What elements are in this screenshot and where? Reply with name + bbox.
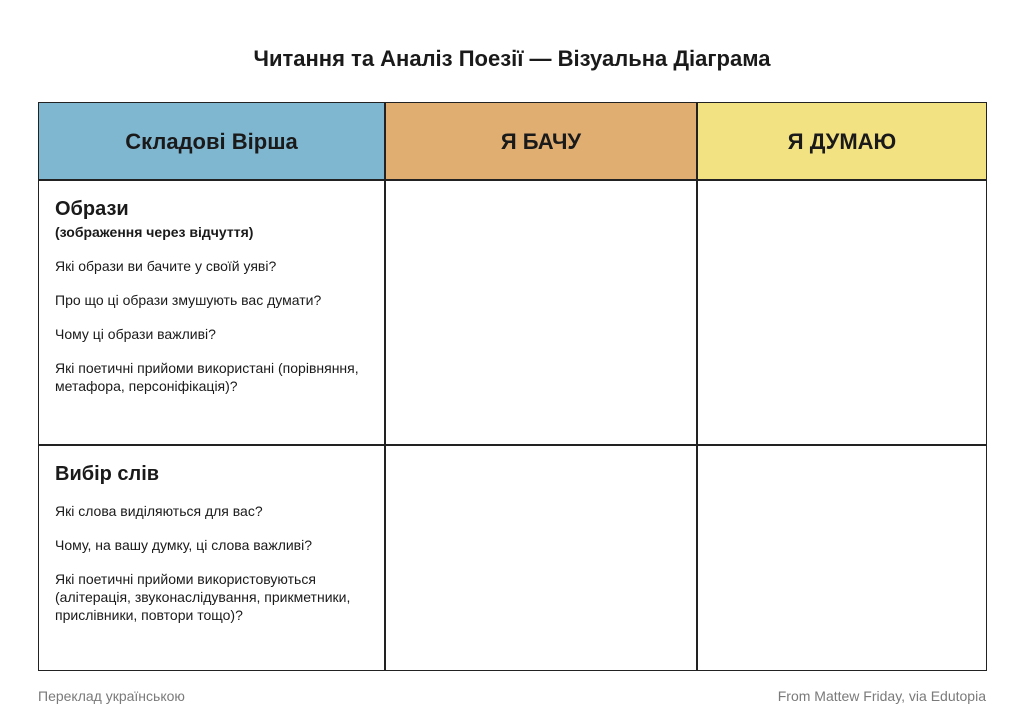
question: Чому ці образи важливі? [55, 326, 216, 342]
i-think-imagery-cell[interactable] [698, 181, 986, 443]
i-see-word-choice-cell[interactable] [386, 446, 695, 670]
page-title: Читання та Аналіз Поезії — Візуальна Діаграма [253, 46, 771, 71]
column-header-i-think: Я ДУМАЮ [698, 103, 986, 180]
footer-source-credit: From Mattew Friday, via Edutopia [777, 688, 986, 704]
question: Чому, на вашу думку, ці слова важливі? [55, 537, 313, 553]
section-title: Образи [55, 198, 129, 220]
question: Які слова виділяються для вас? [55, 503, 263, 519]
section-imagery [39, 181, 384, 445]
column-header-parts: Складові Вірша [39, 103, 384, 180]
visual-chart-table [38, 102, 987, 671]
question: Про що ці образи змушують вас думати? [55, 292, 322, 308]
i-think-word-choice-cell[interactable] [698, 446, 986, 670]
question: Які поетичні прийоми використовуються (алітерація, звуконаслідування, прикметники, прислівники, повтори тощо)? [55, 571, 351, 623]
section-word-choice [39, 446, 384, 670]
section-subtitle: (зображення через відчуття) [55, 224, 254, 240]
question: Які поетичні прийоми використані (порівняння, метафора, персоніфікація)? [55, 360, 359, 394]
column-header-i-see: Я БАЧУ [385, 103, 697, 180]
footer-translation-note: Переклад українською [38, 688, 185, 704]
i-see-imagery-cell[interactable] [386, 181, 695, 443]
question: Які образи ви бачите у своїй уяві? [55, 258, 277, 274]
section-title: Вибір слів [55, 463, 160, 485]
